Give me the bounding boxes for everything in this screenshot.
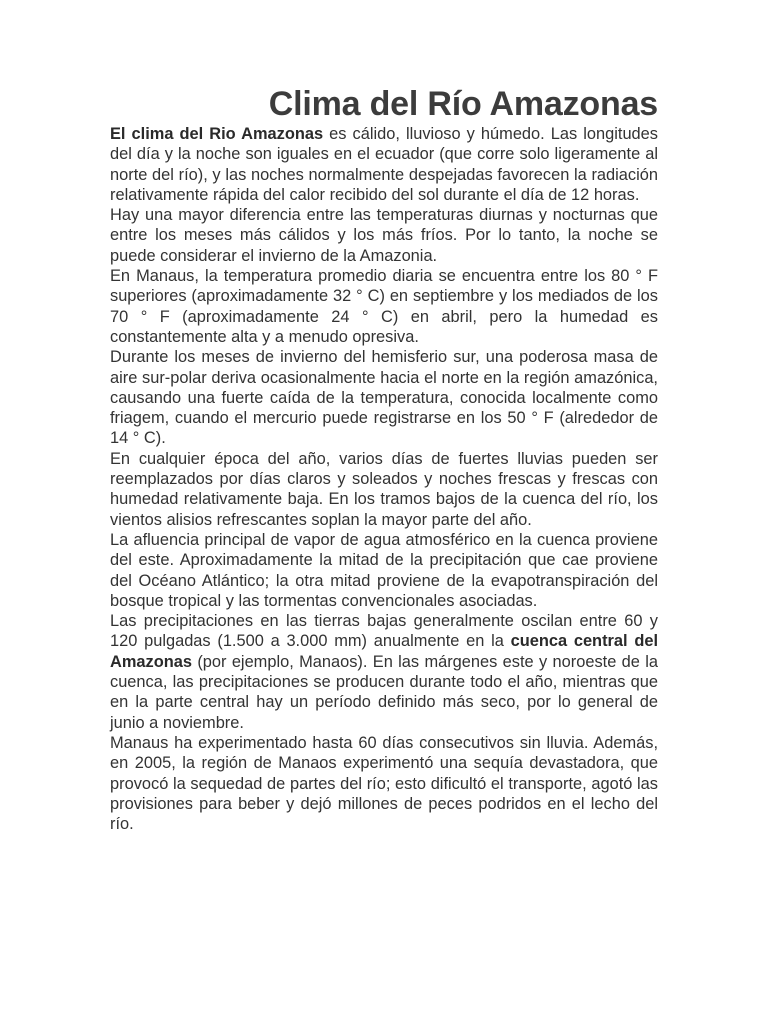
paragraph-1-text: es cálido, lluvioso y húmedo. Las longitudes del día y la noche son iguales en el ecuador (que corre solo ligeramente al norte del río), y las noches normalmente despejadas favorecen la radiación relativamente rápida del calor recibido del sol durante el día de 12 horas. [110, 125, 658, 204]
paragraph-6: La afluencia principal de vapor de agua atmosférico en la cuenca proviene del este. Aproximadamente la mitad de la precipitación que cae proviene del Océano Atlántico; la otra mitad proviene de la evapotranspiración del bosque tropical y las tormentas convencionales asociadas. [110, 530, 658, 610]
paragraph-5: En cualquier época del año, varios días de fuertes lluvias pueden ser reemplazados por días claros y soleados y noches frescas y frescas con humedad relativamente baja. En los tramos bajos de la cuenca del río, los vientos alisios refrescantes soplan la mayor parte del año. [110, 449, 658, 529]
lead-bold-text: El clima del Rio Amazonas [110, 125, 324, 143]
paragraph-2: Hay una mayor diferencia entre las temperaturas diurnas y nocturnas que entre los meses más cálidos y los más fríos. Por lo tanto, la noche se puede considerar el invierno de la Amazonia. [110, 206, 658, 265]
paragraph-4: Durante los meses de invierno del hemisferio sur, una poderosa masa de aire sur-polar deriva ocasionalmente hacia el norte en la región amazónica, causando una fuerte caída de la temperatura, conocida localmente como friagem, cuando el mercurio puede registrarse en los 50 ° F (alrededor de 14 ° C). [110, 348, 658, 448]
paragraph-7-text-after: (por ejemplo, Manaos). En las márgenes este y noroeste de la cuenca, las precipitaciones se producen durante todo el año, mientras que en la parte central hay un período definido más seco, por lo general de junio a noviembre. [110, 652, 658, 732]
paragraph-8: Manaus ha experimentado hasta 60 días consecutivos sin lluvia. Además, en 2005, la región de Manaos experimentó una sequía devastadora, que provocó la sequedad de partes del río; esto dificultó el transporte, agotó las provisiones para beber y dejó millones de peces podridos en el lecho del río. [110, 733, 658, 834]
inline-bold-text: cuenca central del Amazonas [110, 632, 658, 671]
page-title: Clima del Río Amazonas [268, 85, 658, 123]
paragraph-7-text-before: Las precipitaciones en las tierras bajas generalmente oscilan entre 60 y 120 pulgadas (1.500 a 3.000 mm) anualmente en la [110, 612, 658, 651]
paragraph-1 [110, 124, 658, 205]
document-body [110, 124, 658, 834]
paragraph-3: En Manaus, la temperatura promedio diaria se encuentra entre los 80 ° F superiores (aproximadamente 32 ° C) en septiembre y los mediados de los 70 ° F (aproximadamente 24 ° C) en abril, pero la humedad es constantemente alta y a menudo opresiva. [110, 267, 658, 346]
paragraph-7 [110, 611, 658, 733]
